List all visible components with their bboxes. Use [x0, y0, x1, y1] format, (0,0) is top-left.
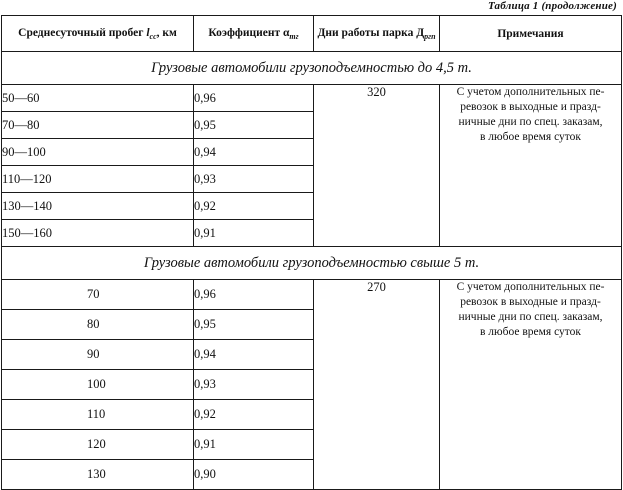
coefficient-cell: 0,92	[194, 400, 314, 430]
table-row	[2, 280, 622, 310]
note-line: в любое время суток	[480, 131, 581, 143]
days-cell: 270	[314, 280, 440, 490]
coefficient-cell: 0,91	[194, 430, 314, 460]
note-line: ревозок в выходные и празд-	[460, 296, 601, 308]
note-line: ревозок в выходные и празд-	[460, 101, 601, 113]
coefficient-cell: 0,93	[194, 370, 314, 400]
coefficient-cell: 0,95	[194, 310, 314, 340]
coefficient-cell: 0,93	[194, 166, 314, 193]
section-title-row	[2, 247, 622, 280]
coefficient-cell: 0,92	[194, 193, 314, 220]
header-row	[2, 16, 622, 52]
coefficient-cell: 0,94	[194, 340, 314, 370]
days-cell: 320	[314, 85, 440, 247]
section-title-row	[2, 52, 622, 85]
notes-cell	[440, 280, 622, 490]
mileage-cell: 90	[2, 340, 194, 370]
note-line: в любое время суток	[480, 326, 581, 338]
notes-cell	[440, 85, 622, 247]
mileage-cell: 110	[2, 400, 194, 430]
coefficient-cell: 0,90	[194, 460, 314, 490]
mileage-cell: 130	[2, 460, 194, 490]
mileage-cell: 50—60	[2, 85, 194, 112]
table-row	[2, 85, 622, 112]
header-days: Дни работы парка $Д_{ргп}$	[314, 16, 440, 52]
data-table	[1, 15, 622, 490]
mileage-cell: 130—140	[2, 193, 194, 220]
coefficient-cell: 0,95	[194, 112, 314, 139]
mileage-cell: 150—160	[2, 220, 194, 247]
mileage-cell: 70	[2, 280, 194, 310]
header-mileage: Среднесуточный пробег $l_{сс}$, км	[2, 16, 194, 52]
mileage-cell: 80	[2, 310, 194, 340]
coefficient-cell: 0,91	[194, 220, 314, 247]
header-coefficient: Коэффициент $\alpha_{тг}$	[194, 16, 314, 52]
mileage-cell: 120	[2, 430, 194, 460]
note-line: С учетом дополнительных пе-	[456, 86, 605, 98]
mileage-cell: 90—100	[2, 139, 194, 166]
table-caption: Таблица 1 (продолжение)	[488, 0, 617, 12]
coefficient-cell: 0,96	[194, 280, 314, 310]
coefficient-cell: 0,94	[194, 139, 314, 166]
section-title: Грузовые автомобили грузоподъемностью до 4,5 т.	[2, 52, 622, 85]
mileage-cell: 70—80	[2, 112, 194, 139]
mileage-cell: 110—120	[2, 166, 194, 193]
note-line: С учетом дополнительных пе-	[456, 281, 605, 293]
mileage-cell: 100	[2, 370, 194, 400]
section-title: Грузовые автомобили грузоподъемностью свыше 5 т.	[2, 247, 622, 280]
note-line: ничные дни по спец. заказам,	[458, 116, 603, 128]
header-notes: Примечания	[440, 16, 622, 52]
note-line: ничные дни по спец. заказам,	[458, 311, 603, 323]
coefficient-cell: 0,96	[194, 85, 314, 112]
